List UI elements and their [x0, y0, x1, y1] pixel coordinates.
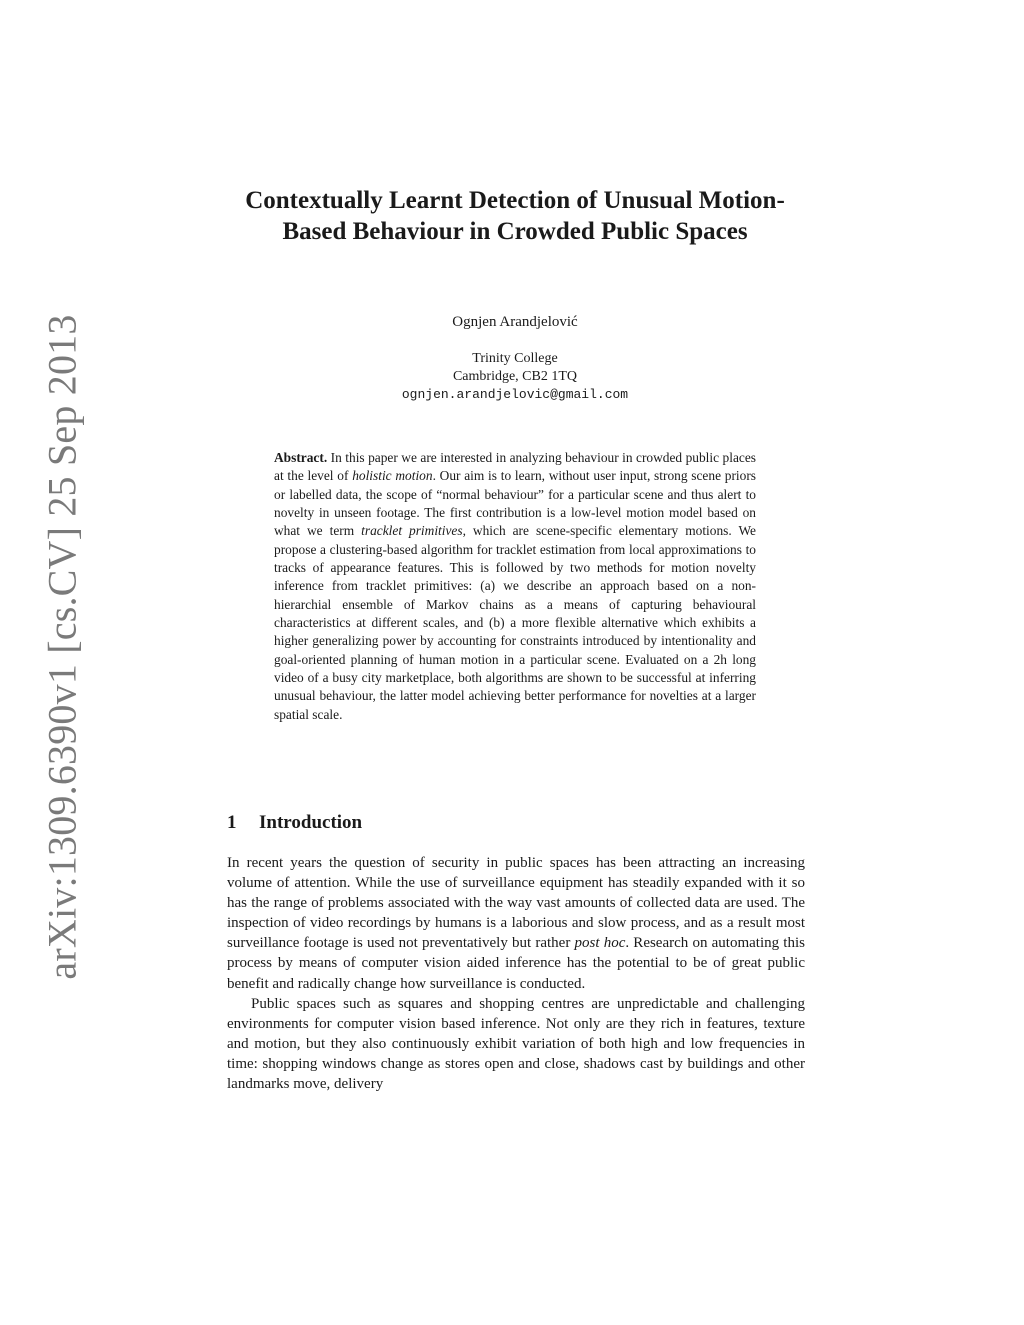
section-title: Introduction [259, 812, 363, 833]
abstract [274, 449, 756, 724]
abstract-text: . Our aim is to learn, without user input, strong scene priors or labelled data, the scope of “normal behaviour” for a particular scene and thus alert to novelty in unseen footage. The first contribution is a low-level motion model based on what we term [274, 468, 756, 539]
body-paragraph: Public spaces such as squares and shopping centres are unpredictable and challenging environments for computer vision based inference. Not only are they rich in features, texture and motion, but they also continuously exhibit variation of both high and low frequencies in time: shopping windows change as stores open and close, shadows cast by buildings and other landmarks move, delivery [227, 995, 805, 1093]
abstract-label: Abstract. [274, 450, 328, 465]
abstract-paragraph [274, 449, 756, 724]
affiliation [230, 350, 800, 404]
body-text-run: . Research on automating this process by means of computer vision aided inference has the potential to be of great public benefit and radically change how surveillance is conducted. [227, 935, 805, 992]
section-number: 1 [227, 812, 237, 833]
body-text-run: In recent years the question of security in public spaces has been attracting an increasing volume of attention. While the use of surveillance equipment has steadily expanded with it so has the range of problems associated with the way vast amounts of collected data are used. The inspection of video recordings by humans is a laborious and slow process, and as a result most surveillance footage is used not preventatively but rather [227, 855, 805, 952]
institution: Trinity College [472, 351, 558, 366]
author-name: Ognjen Arandjelović [452, 314, 578, 330]
section-body [227, 853, 805, 1094]
arxiv-identifier: arXiv:1309.6390v1 [cs.CV] 25 Sep 2013 [39, 314, 85, 980]
abstract-text: , which are scene-specific elementary motions. We propose a clustering-based algorithm for tracklet estimation from local approximations to tracks of appearance features. This is followed by two methods for motion novelty inference from tracklet primitives: (a) we describe an approach based on a non-hierarchial ensemble of Markov chains as a means of capturing behavioural characteristics at different scales, and (b) a more flexible alternative which exhibits a higher generalizing power by accounting for constraints introduced by intentionality and goal-oriented planning of human motion in a particular scene. Evaluated on a 2h long video of a busy city marketplace, both algorithms are shown to be successful at inferring unusual behaviour, the latter model achieving better performance for novelties at a larger spatial scale. [274, 523, 756, 722]
abstract-text: In this paper we are interested in analyzing behaviour in crowded public places at the level of [274, 450, 756, 484]
section-heading [227, 812, 807, 834]
body-emphasis: post hoc [574, 935, 626, 952]
body-paragraph [227, 853, 805, 994]
abstract-emphasis: holistic motion [352, 468, 433, 484]
address: Cambridge, CB2 1TQ [452, 369, 578, 384]
author-email: ognjen.arandjelovic@gmail.com [401, 387, 629, 402]
paper-title: Contextually Learnt Detection of Unusual Motion-Based Behaviour in Crowded Public Spaces [245, 187, 785, 245]
abstract-emphasis: tracklet primitives [361, 523, 463, 539]
